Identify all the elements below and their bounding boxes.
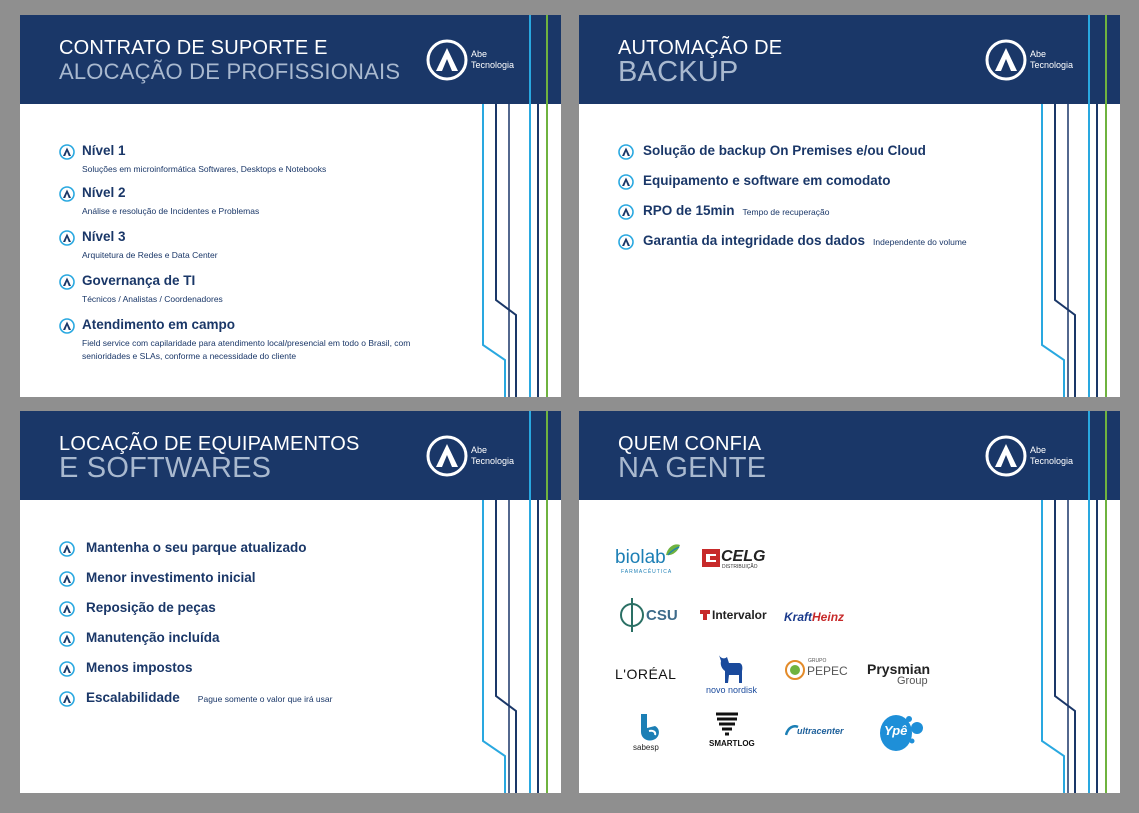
ype-logo (879, 711, 929, 758)
item-title-text: Escalabilidade (86, 690, 180, 705)
biolab-logo (615, 547, 672, 575)
slide-clients (579, 411, 1120, 793)
celg-subtext: DISTRIBUIÇÃO (722, 564, 758, 570)
item-title-text: Mantenha o seu parque atualizado (86, 540, 307, 555)
abe-bullet-icon (618, 144, 634, 160)
item-title (643, 203, 829, 218)
item-subtitle: Arquitetura de Redes e Data Center (82, 250, 218, 260)
item-title (643, 233, 967, 248)
biolab-text: biolab (615, 547, 666, 568)
item-title: Nível 1 (82, 143, 126, 158)
item-note: Pague somente o valor que irá usar (197, 694, 333, 704)
celg-text: CELG (721, 548, 766, 565)
slide-title-line1: AUTOMAÇÃO DE (618, 37, 783, 59)
abe-bullet-icon (59, 571, 75, 587)
item-title (643, 173, 891, 188)
leaf-icon (665, 543, 681, 557)
item-title-text: Manutenção incluída (86, 630, 220, 645)
abe-bullet-icon (618, 174, 634, 190)
ultracenter-text: ultracenter (797, 726, 844, 736)
abe-bullet-icon (59, 144, 75, 160)
celg-icon (702, 549, 720, 567)
pepec-icon (785, 660, 805, 680)
item-title (643, 143, 926, 158)
abe-bullet-icon (59, 230, 75, 246)
item-title (86, 630, 220, 645)
ype-text: Ypê (884, 723, 908, 738)
abe-bullet-icon (618, 204, 634, 220)
item-title-text: Reposição de peças (86, 600, 216, 615)
biolab-subtext: FARMACÊUTICA (621, 569, 673, 575)
prysmian-subtext: Group (897, 675, 928, 687)
abe-bullet-icon (59, 186, 75, 202)
slide-title-line2: BACKUP (618, 56, 739, 88)
abe-bullet-icon (618, 234, 634, 250)
item-title (86, 600, 216, 615)
item-title (86, 690, 332, 705)
item-note: Independente do volume (873, 237, 967, 247)
logo-line1: Abe (1030, 49, 1047, 59)
item-note: Tempo de recuperação (742, 207, 830, 217)
slide-title-line1: CONTRATO DE SUPORTE E (59, 37, 328, 59)
heinz-text: Heinz (812, 610, 845, 624)
pepec-small-text: GRUPO (808, 658, 827, 664)
item-title-text: RPO de 15min (643, 203, 735, 218)
slide-title-line2: ALOCAÇÃO DE PROFISSIONAIS (59, 59, 401, 84)
loreal-logo (615, 666, 676, 684)
abe-bullet-icon (59, 661, 75, 677)
item-title (86, 540, 307, 555)
intervalor-icon (700, 610, 710, 620)
abe-bullet-icon (59, 274, 75, 290)
logo-line2: Tecnologia (471, 456, 515, 466)
csu-text: CSU (646, 607, 678, 624)
item-title-text: Menor investimento inicial (86, 570, 256, 585)
pepec-text: PEPEC (807, 664, 848, 678)
smartlog-icon (714, 711, 740, 739)
slide-title-line1: LOCAÇÃO DE EQUIPAMENTOS (59, 433, 360, 455)
item-subtitle: Análise e resolução de Incidentes e Problemas (82, 206, 260, 216)
slide-title-line2: E SOFTWARES (59, 452, 272, 484)
item-title (86, 570, 256, 585)
slide-backup-automation (579, 15, 1120, 397)
item-title-text: Equipamento e software em comodato (643, 173, 891, 188)
item-title (86, 660, 193, 675)
novo-nordisk-text: novo nordisk (706, 685, 758, 695)
bull-icon (715, 653, 745, 685)
slide-equipment-rental (20, 411, 561, 793)
prysmian-text: Prysmian (867, 661, 931, 677)
abe-bullet-icon (59, 601, 75, 617)
csu-logo (619, 597, 678, 638)
sabesp-text: sabesp (633, 743, 659, 752)
abe-bullet-icon (59, 691, 75, 707)
item-title-text: Menos impostos (86, 660, 193, 675)
logo-line1: Abe (471, 445, 488, 455)
csu-icon (619, 597, 645, 633)
item-title: Nível 2 (82, 185, 126, 200)
item-subtitle: Soluções em microinformática Softwares, Desktops e Notebooks (82, 164, 327, 174)
abe-bullet-icon (59, 631, 75, 647)
logo-line2: Tecnologia (1030, 60, 1074, 70)
item-title: Atendimento em campo (82, 317, 236, 332)
abe-bullet-icon (59, 318, 75, 334)
kraft-text: Kraft (784, 610, 813, 624)
intervalor-text: Intervalor (712, 608, 767, 622)
item-title: Governança de TI (82, 273, 196, 288)
item-title: Nível 3 (82, 229, 126, 244)
kraft-heinz-logo (784, 608, 844, 626)
slide-support-contract (20, 15, 561, 397)
item-title-text: Garantia da integridade dos dados (643, 233, 866, 248)
sabesp-icon (635, 714, 663, 742)
logo-line2: Tecnologia (1030, 456, 1074, 466)
item-title-text: Solução de backup On Premises e/ou Cloud (643, 143, 926, 158)
logo-line1: Abe (471, 49, 488, 59)
slide-title-line1: QUEM CONFIA (618, 433, 762, 455)
smartlog-text: SMARTLOG (709, 739, 755, 748)
abe-bullet-icon (59, 541, 75, 557)
item-subtitle: Field service com capilaridade para atendimento local/presencial em todo o Brasil, com senioridades e SLAs, conforme a necessidade do cliente (82, 338, 411, 361)
slide-title-line2: NA GENTE (618, 452, 767, 484)
loreal-text: L'ORÉAL (615, 666, 677, 682)
item-subtitle: Técnicos / Analistas / Coordenadores (82, 294, 223, 304)
logo-line1: Abe (1030, 445, 1047, 455)
logo-line2: Tecnologia (471, 60, 515, 70)
